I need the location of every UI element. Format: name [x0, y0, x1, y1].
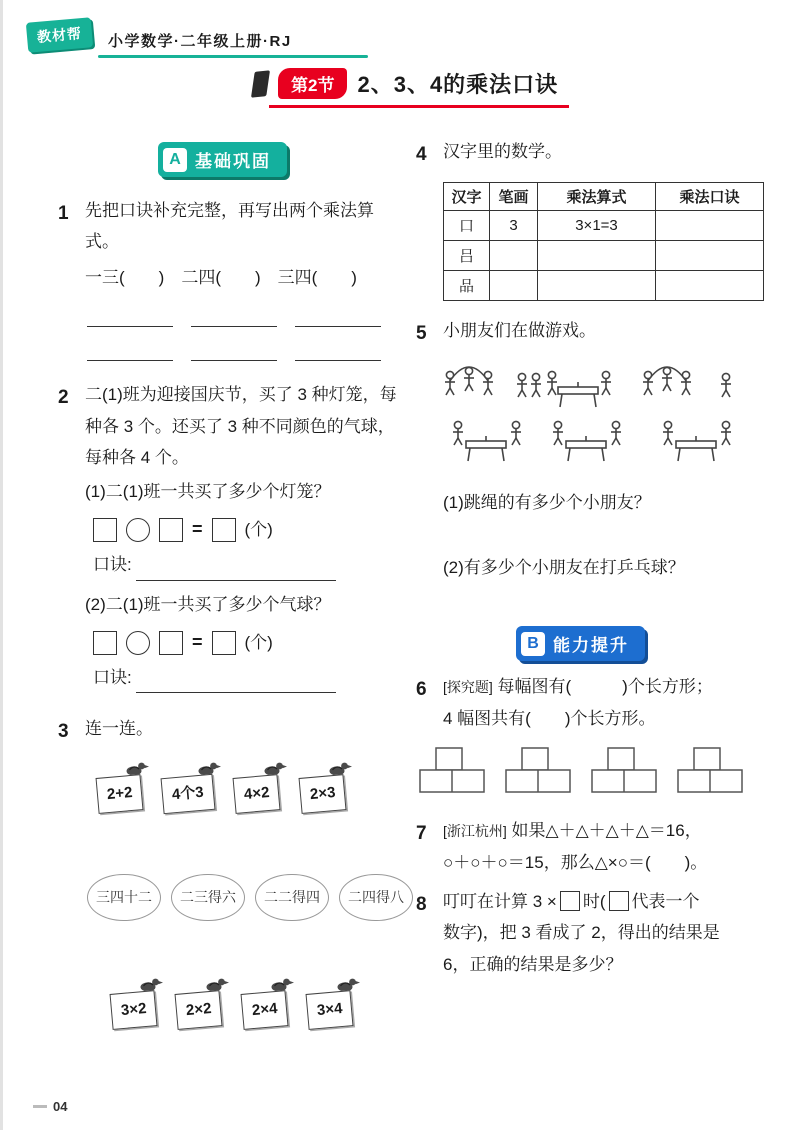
number-box [159, 631, 183, 655]
unit-label: (个) [244, 633, 273, 653]
cloud-label: 二二得四 [255, 874, 329, 922]
cell-suanshi [538, 241, 656, 271]
number-box [93, 631, 117, 655]
section-b-label: 能力提升 [553, 636, 629, 656]
table-row [444, 271, 764, 301]
answer-blank [136, 673, 336, 693]
banner-underline [269, 105, 569, 108]
brand-badge: 教材帮 [26, 17, 93, 53]
question-5 [416, 315, 771, 351]
sign-label: 2×3 [298, 774, 346, 814]
question-1-fill-line: 一三( ) 二四( ) 三四( ) [85, 267, 357, 287]
cell-hanzi: 口 [444, 211, 490, 241]
hanzi-math-table [443, 182, 764, 301]
sign-label: 2×2 [175, 991, 223, 1031]
question-8 [416, 886, 771, 980]
sign-label: 2+2 [96, 774, 144, 814]
question-7-number: 7 [416, 823, 427, 845]
question-2-number: 2 [58, 387, 69, 409]
sign-item [162, 761, 214, 812]
sign-item [234, 761, 279, 812]
sign-item [300, 761, 345, 812]
question-8-text5: 6，正确的结果是多少？ [443, 954, 623, 974]
match-signs-bottom [111, 977, 413, 1028]
cell-bihua [490, 271, 538, 301]
answer-blank [136, 561, 336, 581]
question-1-text: 先把口诀补充完整，再写出两个乘法算式。 [85, 201, 374, 252]
equation-line [93, 628, 406, 658]
page-number [33, 1099, 67, 1114]
cell-suanshi [538, 271, 656, 301]
question-3-number: 3 [58, 721, 69, 743]
question-2-part1: (1)二(1)班一共买了多少个灯笼？ [85, 481, 331, 501]
question-3-text: 连一连。 [85, 719, 153, 739]
question-1-number: 1 [58, 203, 69, 224]
question-5-number: 5 [416, 323, 427, 345]
cell-hanzi: 品 [444, 271, 490, 301]
table-header-row [444, 183, 764, 211]
placeholder-box [609, 891, 629, 911]
cell-koujue [656, 211, 764, 241]
footer-tick [33, 1105, 47, 1108]
match-clouds [87, 874, 413, 922]
table-row [444, 211, 764, 241]
question-8-text1: 叮叮在计算 3 × [443, 892, 557, 912]
koujue-label: 口诀: [93, 667, 132, 687]
equals-sign: = [192, 632, 203, 653]
cell-bihua [490, 241, 538, 271]
question-6-text2: 4 幅图共有( )个长方形。 [443, 708, 656, 728]
question-4-text: 汉字里的数学。 [443, 142, 562, 161]
answer-blank [87, 339, 173, 361]
number-box [93, 518, 117, 542]
section-b-badge [516, 626, 645, 661]
col-header-hanzi: 汉字 [444, 183, 490, 211]
cell-bihua: 3 [490, 211, 538, 241]
question-6-number: 6 [416, 679, 427, 701]
lesson-title: 2、3、4的乘法口诀 [357, 72, 559, 97]
answer-blank-row [87, 305, 404, 327]
sign-item [97, 761, 142, 812]
question-2-text: 二(1)班为迎接国庆节，买了 3 种灯笼，每种各 3 个。还买了 3 种不同颜色的气球，每种各 4 个。 [85, 385, 397, 468]
question-5-text: 小朋友们在做游戏。 [443, 321, 596, 341]
koujue-line [93, 549, 406, 580]
section-number-badge: 第2节 [278, 68, 347, 99]
col-header-suanshi: 乘法算式 [538, 183, 656, 211]
question-6 [416, 671, 771, 734]
question-4 [416, 136, 771, 172]
koujue-line [93, 662, 406, 693]
placeholder-box [560, 891, 580, 911]
koujue-label: 口诀: [93, 555, 132, 575]
result-box [212, 518, 236, 542]
question-5-part1: (1)跳绳的有多少个小朋友？ [443, 493, 651, 513]
match-signs-top [97, 761, 413, 812]
section-a-badge [158, 142, 287, 177]
equation-line [93, 515, 406, 545]
cell-koujue [656, 271, 764, 301]
answer-blank [191, 305, 277, 327]
sign-item [176, 977, 221, 1028]
answer-blank [87, 305, 173, 327]
answer-blank [191, 339, 277, 361]
question-3 [58, 713, 406, 1028]
cloud-label: 二三得六 [171, 874, 245, 922]
equals-sign: = [192, 519, 203, 540]
section-a-label: 基础巩固 [195, 152, 271, 171]
sign-label: 3×2 [110, 991, 158, 1031]
question-8-text4: 数字)，把 3 看成了 2，得出的结果是 [443, 923, 720, 943]
section-a-letter: A [163, 148, 187, 172]
answer-blank [295, 339, 381, 361]
cell-hanzi: 吕 [444, 241, 490, 271]
col-header-bihua: 笔画 [490, 183, 538, 211]
table-row [444, 241, 764, 271]
section-b-letter: B [521, 632, 545, 656]
sign-label: 3×4 [306, 991, 354, 1031]
unit-label: (个) [244, 520, 273, 540]
question-8-text2: 时( [582, 892, 606, 912]
result-box [212, 631, 236, 655]
question-5-part2: (2)有多少个小朋友在打乒乓球？ [443, 558, 685, 578]
cloud-label: 二四得八 [339, 874, 413, 922]
question-4-number: 4 [416, 144, 427, 165]
answer-blank [295, 305, 381, 327]
col-header-koujue: 乘法口诀 [656, 183, 764, 211]
sign-item [111, 977, 156, 1028]
cloud-label: 三四十二 [87, 874, 161, 922]
sign-label: 2×4 [240, 991, 288, 1031]
lesson-banner [253, 68, 558, 99]
question-7-tag: [浙江杭州] [443, 823, 507, 840]
page-number-value: 04 [53, 1099, 68, 1114]
answer-blank-row [87, 339, 404, 361]
decorative-shape [251, 70, 270, 97]
operator-circle [126, 631, 150, 655]
sign-label: 4个3 [161, 774, 216, 814]
question-7-text1: 如果△＋△＋△＋△＝16， [511, 821, 702, 841]
right-column [416, 136, 771, 980]
question-8-text3: 代表一个 [631, 892, 700, 912]
rectangle-figures [416, 744, 756, 800]
question-1 [58, 195, 406, 361]
question-6-text1: 每幅图有( )个长方形； [497, 677, 713, 697]
header-underline [98, 55, 368, 58]
question-7-text2: ○＋○＋○＝15，那么△×○＝( )。 [443, 852, 708, 872]
sign-item [242, 977, 287, 1028]
question-7 [416, 815, 771, 878]
sign-label: 4×2 [233, 774, 281, 814]
question-2 [58, 379, 406, 701]
book-title: 小学数学·二年级上册·RJ [108, 33, 292, 50]
number-box [159, 518, 183, 542]
cell-suanshi: 3×1=3 [538, 211, 656, 241]
question-8-number: 8 [416, 894, 427, 916]
left-column [58, 138, 406, 1028]
question-2-part2: (2)二(1)班一共买了多少个气球？ [85, 594, 331, 614]
cell-koujue [656, 241, 764, 271]
question-6-tag: [探究题] [443, 679, 493, 696]
children-playing-illustration [436, 359, 756, 471]
sign-item [307, 977, 352, 1028]
operator-circle [126, 518, 150, 542]
